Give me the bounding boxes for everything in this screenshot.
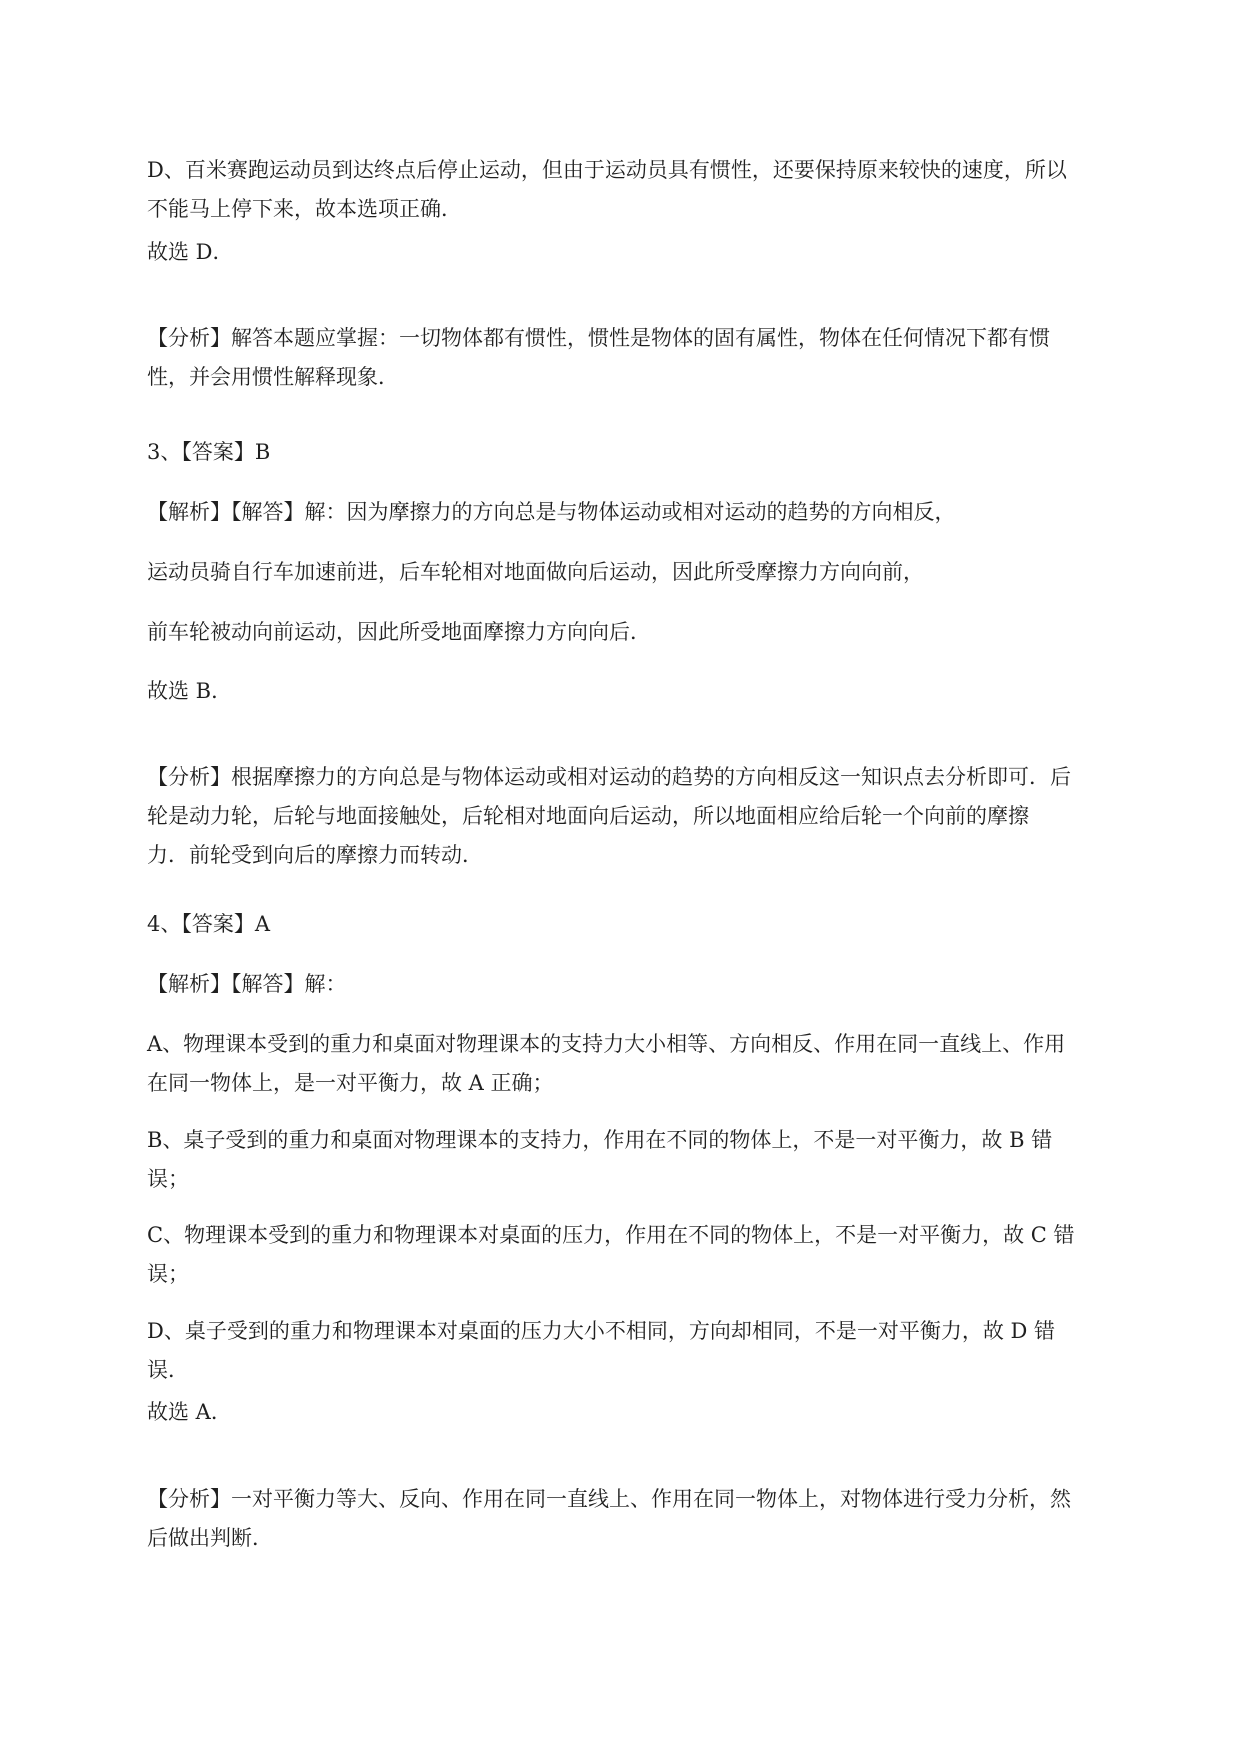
text-line: 故选 B． [147,679,233,703]
text-line: 【分析】一对平衡力等大、反向、作用在同一直线上、作用在同一物体上，对物体进行受力分析，然 [147,1487,1071,1511]
text-line: D、桌子受到的重力和物理课本对桌面的压力大小不相同，方向却相同，不是一对平衡力，故 D 错 [147,1319,1056,1343]
text-line: 误． [147,1358,189,1382]
text-line: 3、【答案】B [147,440,271,464]
text-line: 【分析】根据摩擦力的方向总是与物体运动或相对运动的趋势的方向相反这一知识点去分析即可．后 [147,765,1071,789]
text-line: 【分析】解答本题应掌握：一切物体都有惯性，惯性是物体的固有属性，物体在任何情况下都有惯 [147,326,1050,350]
paragraph-solution-q4 [147,965,1147,1004]
text-line: 运动员骑自行车加速前进，后车轮相对地面做向后运动，因此所受摩擦力方向向前， [147,560,924,584]
paragraph-analysis-q3 [147,758,1147,875]
text-line: C、物理课本受到的重力和物理课本对桌面的压力，作用在不同的物体上，不是一对平衡力，故 C 错 [147,1223,1075,1247]
paragraph-choice-b [147,672,1147,711]
text-line: 后做出判断． [147,1526,273,1550]
paragraph-rear-wheel [147,553,1147,592]
paragraph-option-b [147,1121,1147,1199]
text-line: A、物理课本受到的重力和桌面对物理课本的支持力大小相等、方向相反、作用在同一直线上、作用 [147,1032,1066,1056]
text-line: 4、【答案】A [147,912,271,936]
text-line: 故选 D． [147,240,234,264]
paragraph-choice-d [147,233,1147,272]
paragraph-answer-q4 [147,905,1147,944]
text-line: B、桌子受到的重力和桌面对物理课本的支持力，作用在不同的物体上，不是一对平衡力，故 B 错 [147,1128,1053,1152]
text-line: 轮是动力轮，后轮与地面接触处，后轮相对地面向后运动，所以地面相应给后轮一个向前的摩擦 [147,804,1029,828]
paragraph-choice-a [147,1393,1147,1432]
paragraph-solution-q3 [147,493,1147,532]
text-line: 【解析】【解答】解： [147,972,347,996]
text-line: 性，并会用惯性解释现象． [147,365,399,389]
text-line: 误； [147,1262,189,1286]
paragraph-answer-q3 [147,433,1147,472]
paragraph-front-wheel [147,613,1147,652]
text-line: 力．前轮受到向后的摩擦力而转动． [147,843,483,867]
paragraph-option-c [147,1216,1147,1294]
paragraph-analysis-q2 [147,319,1147,397]
text-line: 在同一物体上，是一对平衡力，故 A 正确； [147,1071,554,1095]
paragraph-option-a [147,1025,1147,1103]
text-line: 不能马上停下来，故本选项正确． [147,197,462,221]
text-line: 【解析】【解答】解：因为摩擦力的方向总是与物体运动或相对运动的趋势的方向相反， [147,500,956,524]
paragraph-analysis-q4 [147,1480,1147,1558]
paragraph-option-d [147,1312,1147,1390]
text-line: 误； [147,1167,189,1191]
paragraph-option-d-conclusion [147,151,1147,229]
text-line: 故选 A． [147,1400,232,1424]
text-line: D、百米赛跑运动员到达终点后停止运动，但由于运动员具有惯性，还要保持原来较快的速度，所以 [147,158,1067,182]
text-line: 前车轮被动向前运动，因此所受地面摩擦力方向向后． [147,620,651,644]
